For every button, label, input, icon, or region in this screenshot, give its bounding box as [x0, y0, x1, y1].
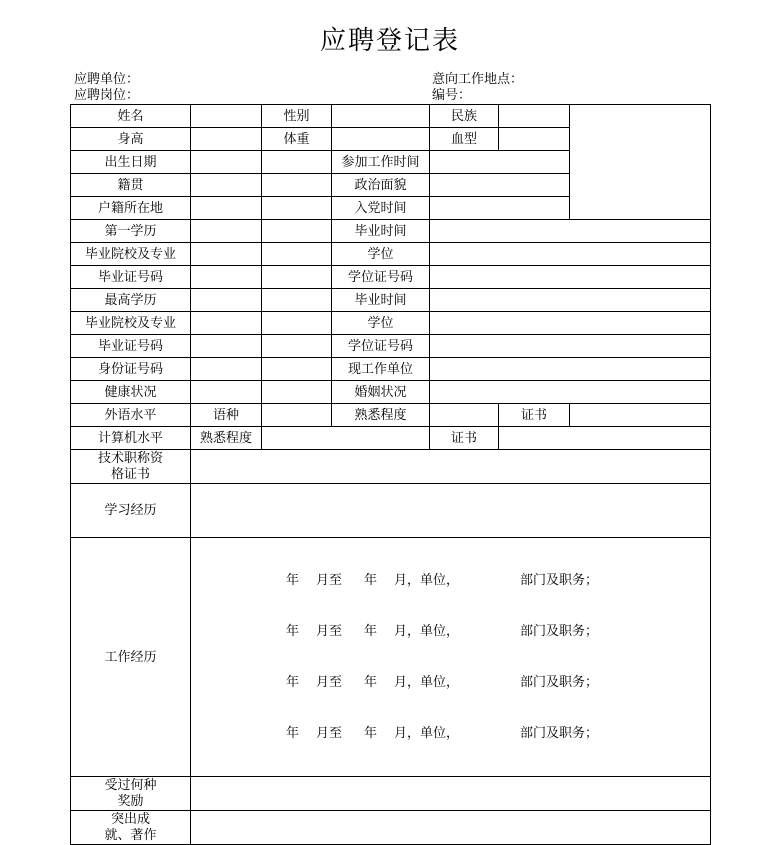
input-marital[interactable] — [430, 381, 711, 404]
input-language[interactable] — [262, 404, 332, 427]
work-line: 年 月至 年 月，单位， 部门及职务； — [286, 573, 599, 588]
label-work-start: 参加工作时间 — [332, 151, 430, 174]
page-title: 应聘登记表 — [319, 26, 460, 56]
apply-unit-label: 应聘单位： — [74, 72, 140, 87]
input-work-start[interactable] — [430, 151, 570, 174]
input-birth-extra[interactable] — [262, 151, 332, 174]
label-degree-cert-no: 学位证号码 — [332, 266, 430, 289]
input-ethnicity[interactable] — [499, 105, 570, 128]
input-political[interactable] — [430, 174, 570, 197]
input-proficiency[interactable] — [430, 404, 499, 427]
input-hukou-extra[interactable] — [262, 197, 332, 220]
label-degree: 学位 — [332, 243, 430, 266]
label-first-edu: 第一学历 — [71, 220, 191, 243]
input-tech-title[interactable] — [191, 450, 711, 484]
input-id-no[interactable] — [191, 358, 262, 381]
input-certificate[interactable] — [570, 404, 711, 427]
number-label: 编号： — [432, 88, 472, 103]
label-foreign-lang: 外语水平 — [71, 404, 191, 427]
input-highest-edu[interactable] — [191, 289, 262, 312]
input-awards[interactable] — [191, 777, 711, 811]
input-first-edu-extra[interactable] — [262, 220, 332, 243]
input-height[interactable] — [191, 128, 262, 151]
input-cert-no-2[interactable] — [191, 335, 262, 358]
label-birth: 出生日期 — [71, 151, 191, 174]
input-school-major-extra[interactable] — [262, 243, 332, 266]
input-school-major-2-extra[interactable] — [262, 312, 332, 335]
label-marital: 婚姻状况 — [332, 381, 430, 404]
label-blood: 血型 — [430, 128, 499, 151]
registration-form — [70, 104, 711, 845]
input-degree-cert-no[interactable] — [430, 266, 711, 289]
input-native[interactable] — [191, 174, 262, 197]
label-tech-title: 技术职称资格证书 — [71, 450, 191, 484]
label-language: 语种 — [191, 404, 262, 427]
input-cert-no[interactable] — [191, 266, 262, 289]
input-certificate-2[interactable] — [499, 427, 711, 450]
input-native-extra[interactable] — [262, 174, 332, 197]
label-achievements: 突出成就、著作 — [71, 811, 191, 845]
input-party[interactable] — [430, 197, 570, 220]
label-native: 籍贯 — [71, 174, 191, 197]
work-location-label: 意向工作地点： — [432, 72, 524, 87]
label-weight: 体重 — [262, 128, 332, 151]
apply-position-label: 应聘岗位： — [74, 88, 140, 103]
input-proficiency-2[interactable] — [262, 427, 430, 450]
label-cert-no-2: 毕业证号码 — [71, 335, 191, 358]
label-awards: 受过何种奖励 — [71, 777, 191, 811]
label-work: 工作经历 — [71, 538, 191, 777]
label-computer: 计算机水平 — [71, 427, 191, 450]
input-current-unit[interactable] — [430, 358, 711, 381]
label-gender: 性别 — [262, 105, 332, 128]
label-political: 政治面貌 — [332, 174, 430, 197]
input-degree-cert-no-2[interactable] — [430, 335, 711, 358]
label-study: 学习经历 — [71, 484, 191, 538]
input-school-major-2[interactable] — [191, 312, 262, 335]
input-grad-time-2[interactable] — [430, 289, 711, 312]
label-current-unit: 现工作单位 — [332, 358, 430, 381]
label-proficiency: 熟悉程度 — [332, 404, 430, 427]
input-blood[interactable] — [499, 128, 570, 151]
label-certificate: 证书 — [499, 404, 570, 427]
label-party: 入党时间 — [332, 197, 430, 220]
label-health: 健康状况 — [71, 381, 191, 404]
label-height: 身高 — [71, 128, 191, 151]
input-degree-2[interactable] — [430, 312, 711, 335]
input-hukou[interactable] — [191, 197, 262, 220]
work-line: 年 月至 年 月，单位， 部门及职务； — [286, 675, 599, 690]
label-school-major-2: 毕业院校及专业 — [71, 312, 191, 335]
photo-area[interactable] — [570, 105, 711, 220]
input-name[interactable] — [191, 105, 262, 128]
label-cert-no: 毕业证号码 — [71, 266, 191, 289]
input-id-no-extra[interactable] — [262, 358, 332, 381]
label-id-no: 身份证号码 — [71, 358, 191, 381]
input-degree[interactable] — [430, 243, 711, 266]
input-health-extra[interactable] — [262, 381, 332, 404]
label-proficiency-2: 熟悉程度 — [191, 427, 262, 450]
label-grad-time-2: 毕业时间 — [332, 289, 430, 312]
label-name: 姓名 — [71, 105, 191, 128]
label-certificate-2: 证书 — [430, 427, 499, 450]
work-line: 年 月至 年 月，单位， 部门及职务； — [286, 624, 599, 639]
work-line: 年 月至 年 月，单位， 部门及职务； — [286, 726, 599, 741]
input-grad-time[interactable] — [430, 220, 711, 243]
label-degree-2: 学位 — [332, 312, 430, 335]
input-highest-edu-extra[interactable] — [262, 289, 332, 312]
label-highest-edu: 最高学历 — [71, 289, 191, 312]
input-gender[interactable] — [332, 105, 430, 128]
label-degree-cert-no-2: 学位证号码 — [332, 335, 430, 358]
input-birth[interactable] — [191, 151, 262, 174]
label-school-major: 毕业院校及专业 — [71, 243, 191, 266]
label-ethnicity: 民族 — [430, 105, 499, 128]
input-study[interactable] — [191, 484, 711, 538]
input-school-major[interactable] — [191, 243, 262, 266]
label-grad-time: 毕业时间 — [332, 220, 430, 243]
label-hukou: 户籍所在地 — [71, 197, 191, 220]
input-weight[interactable] — [332, 128, 430, 151]
input-achievements[interactable] — [191, 811, 711, 845]
input-first-edu[interactable] — [191, 220, 262, 243]
input-health[interactable] — [191, 381, 262, 404]
work-experience-area[interactable] — [191, 538, 711, 777]
input-cert-no-extra[interactable] — [262, 266, 332, 289]
input-cert-no-2-extra[interactable] — [262, 335, 332, 358]
